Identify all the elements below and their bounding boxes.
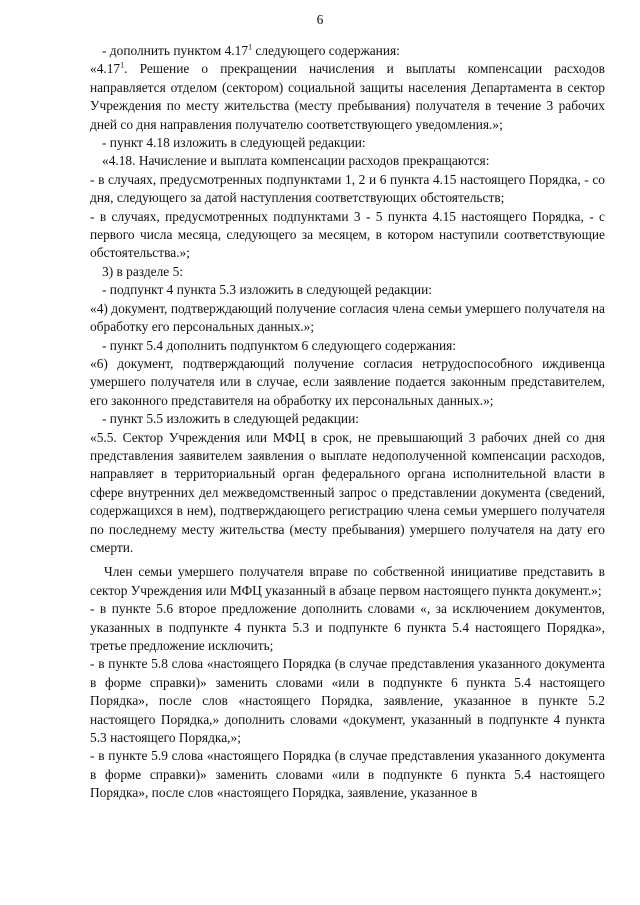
paragraph-14: Член семьи умершего получателя вправе по собственной инициативе представить в сектор Учреждения или МФЦ указанный в абзаце первом настоящего пункта документ.»; (90, 564, 605, 598)
paragraph-8: - подпункт 4 пункта 5.3 изложить в следующей редакции: (102, 282, 432, 298)
paragraph-4: «4.18. Начисление и выплата компенсации расходов прекращаются: (102, 153, 490, 169)
page-number: 6 (316, 12, 324, 27)
paragraph-15: - в пункте 5.6 второе предложение дополнить словами «, за исключением документов, указанных в подпункте 4 пункта 5.3 и подпункте 6 пункта 5.4 настоящего Порядка», третье предложение исключить; (90, 601, 605, 653)
paragraph-7: 3) в разделе 5: (102, 263, 184, 279)
paragraph-2: «4.17$^1$. Решение о прекращении начисления и выплаты компенсации расходов направляется отделом (сектором) социальной защиты населения Департамента в сектор Учреждения по месту жительства (месту пребывания) получателя в течение 3 рабочих дней со дня направления получателю соответствующего уведомления.»; (90, 60, 605, 132)
paragraph-5: - в случаях, предусмотренных подпунктами 1, 2 и 6 пункта 4.15 настоящего Порядка, - со дня, следующего за датой наступления соответствующих обстоятельств; (90, 171, 605, 206)
document-body (90, 42, 605, 803)
paragraph-10: - пункт 5.4 дополнить подпунктом 6 следующего содержания: (102, 337, 457, 353)
paragraph-9: «4) документ, подтверждающий получение согласия члена семьи умершего получателя на обработку его персональных данных.»; (90, 300, 605, 335)
paragraph-11: «6) документ, подтверждающий получение согласия нетрудоспособного иждивенца умершего получателя или в случае, если заявление подается законным представителем, его законного представителя на обработку их персональных данных.»; (90, 355, 605, 408)
paragraph-3: - пункт 4.18 изложить в следующей редакции: (102, 135, 366, 151)
paragraph-12: - пункт 5.5 изложить в следующей редакции: (102, 411, 359, 427)
paragraph-16: - в пункте 5.8 слова «настоящего Порядка (в случае представления указанного документа в форме справки)» заменить словами «или в подпункте 6 пункта 5.4 настоящего Порядка», после слов «настоящего Порядка, заявление, указанное в пункте 5.2 настоящего Порядка,» дополнить словами «документ, указанный в подпункте 4 пункта 5.3 настоящего Порядка,»; (90, 656, 605, 746)
paragraph-1: - дополнить пунктом 4.17$^1$ следующего содержания: (102, 42, 400, 58)
paragraph-17: - в пункте 5.9 слова «настоящего Порядка (в случае представления указанного документа в форме справки)» заменить словами «или в подпункте 6 пункта 5.4 настоящего Порядка», после слов «настоящего Порядка, заявление, указанное в (90, 748, 605, 801)
paragraph-13: «5.5. Сектор Учреждения или МФЦ в срок, не превышающий 3 рабочих дней со дня представления заявителем заявления о выплате недополученной компенсации расходов, направляет в территориальный орган федерального органа исполнительной власти в сфере внутренних дел межведомственный запрос о представлении документа (сведений, содержащихся в нем), подтверждающего регистрацию члена семьи умершего получателя по последнему месту жительства (месту пребывания) умершего получателя на дату его смерти. (90, 429, 605, 555)
paragraph-6: - в случаях, предусмотренных подпунктами 3 - 5 пункта 4.15 настоящего Порядка, - с первого числа месяца, следующего за месяцем, в котором наступили соответствующие обстоятельства.»; (90, 208, 605, 261)
